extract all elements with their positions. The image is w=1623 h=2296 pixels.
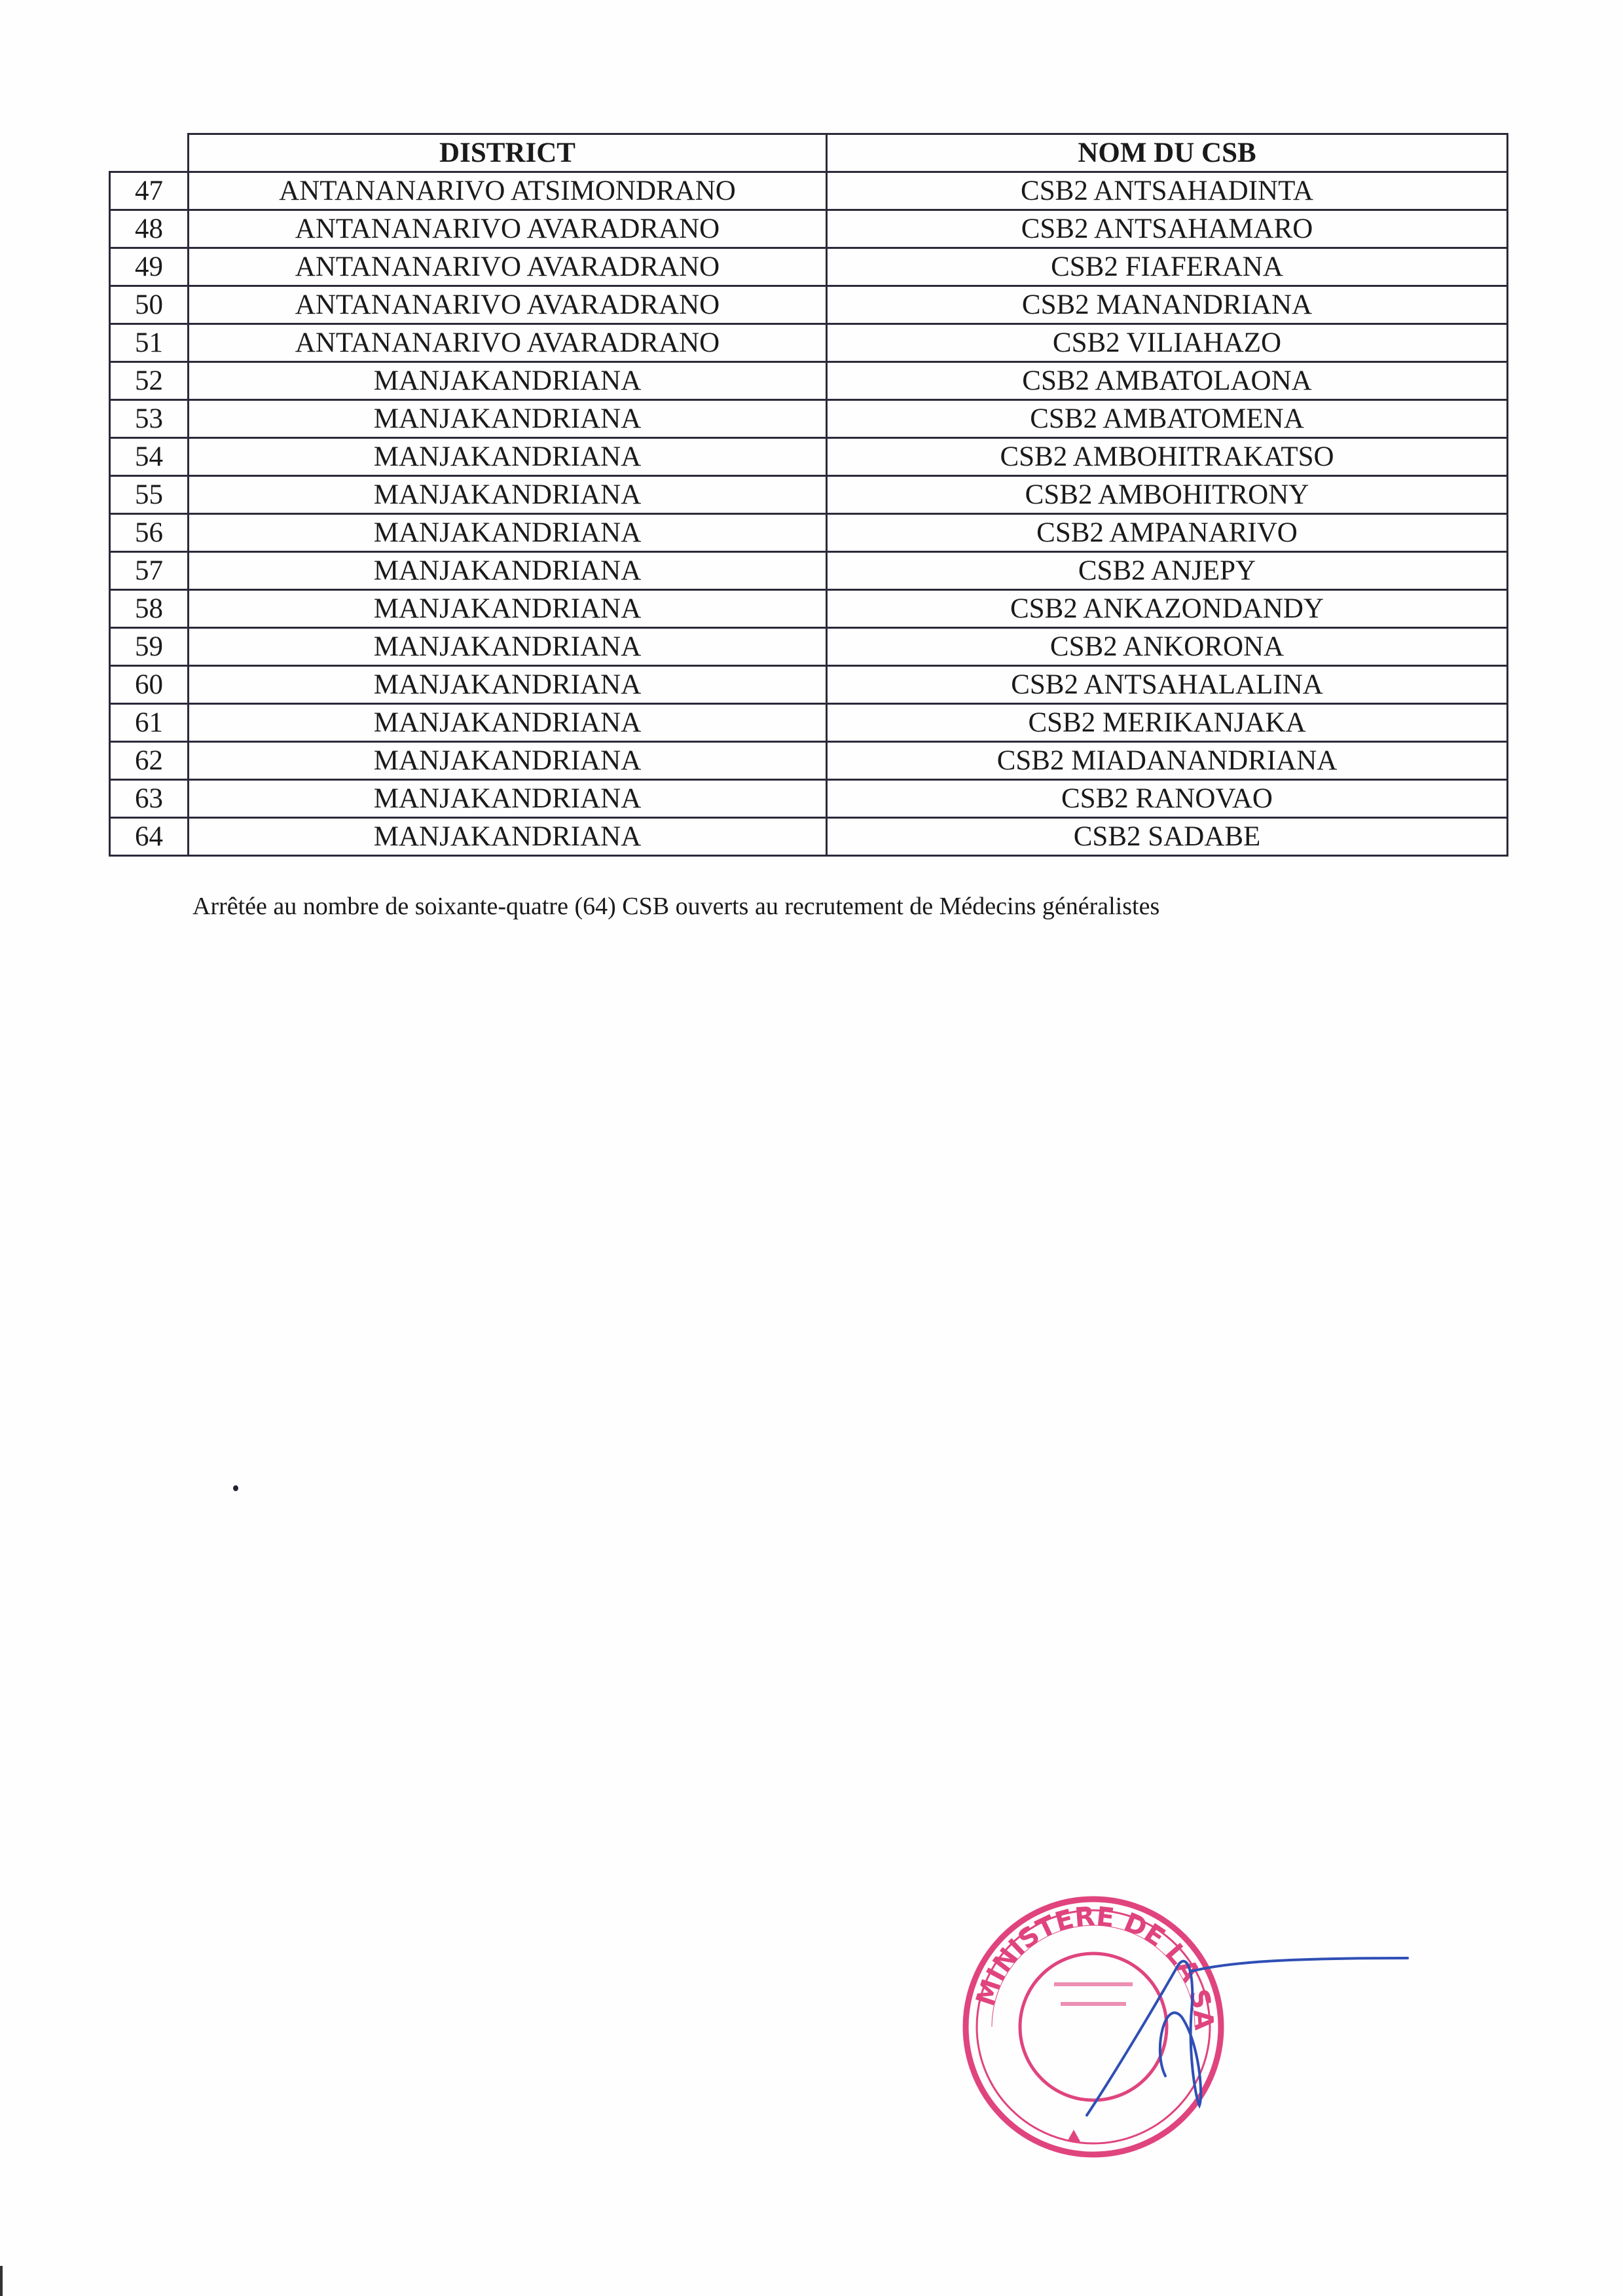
row-number: 51 [110,324,189,362]
table-row [110,172,1508,210]
district-cell: MANJAKANDRIANA [189,742,827,780]
table-row [110,210,1508,248]
csb-table [109,133,1508,857]
row-number: 49 [110,248,189,286]
row-number: 59 [110,628,189,666]
district-cell: ANTANANARIVO AVARADRANO [189,248,827,286]
csb-name-cell: CSB2 AMBATOLAONA [827,362,1508,400]
table-row [110,286,1508,324]
table-row [110,780,1508,818]
district-cell: MANJAKANDRIANA [189,514,827,552]
district-cell: MANJAKANDRIANA [189,590,827,628]
district-cell: MANJAKANDRIANA [189,628,827,666]
district-cell: MANJAKANDRIANA [189,400,827,438]
csb-name-cell: CSB2 MANANDRIANA [827,286,1508,324]
csb-name-cell: CSB2 SADABE [827,818,1508,856]
table-row [110,400,1508,438]
district-cell: MANJAKANDRIANA [189,704,827,742]
table-row [110,666,1508,704]
official-stamp-and-signature [956,1879,1427,2174]
district-cell: MANJAKANDRIANA [189,780,827,818]
csb-name-cell: CSB2 AMBATOMENA [827,400,1508,438]
row-number: 63 [110,780,189,818]
scan-speck [233,1485,238,1491]
row-number: 54 [110,438,189,476]
table-row [110,324,1508,362]
stamp-icon [956,1879,1427,2174]
csb-name-cell: CSB2 AMPANARIVO [827,514,1508,552]
table-row [110,742,1508,780]
row-number: 58 [110,590,189,628]
scan-edge-mark [0,2266,3,2296]
csb-name-cell: CSB2 FIAFERANA [827,248,1508,286]
row-number: 57 [110,552,189,590]
table-row [110,248,1508,286]
footnote: Arrêtée au nombre de soixante-quatre (64) CSB ouverts au recrutement de Médecins généralistes [192,893,1160,920]
csb-name-cell: CSB2 VILIAHAZO [827,324,1508,362]
csb-name-cell: CSB2 ANTSAHADINTA [827,172,1508,210]
csb-name-cell: CSB2 MERIKANJAKA [827,704,1508,742]
header-district: DISTRICT [189,134,827,172]
row-number: 64 [110,818,189,856]
district-cell: ANTANANARIVO ATSIMONDRANO [189,172,827,210]
csb-name-cell: CSB2 ANTSAHAMARO [827,210,1508,248]
row-number: 62 [110,742,189,780]
table-row [110,818,1508,856]
district-cell: MANJAKANDRIANA [189,476,827,514]
table-row [110,514,1508,552]
csb-name-cell: CSB2 ANKAZONDANDY [827,590,1508,628]
row-number: 47 [110,172,189,210]
row-number: 61 [110,704,189,742]
table-header-row [110,134,1508,172]
csb-name-cell: CSB2 ANJEPY [827,552,1508,590]
row-number: 48 [110,210,189,248]
row-number: 60 [110,666,189,704]
header-csb-name: NOM DU CSB [827,134,1508,172]
row-number: 53 [110,400,189,438]
district-cell: MANJAKANDRIANA [189,362,827,400]
table-row [110,362,1508,400]
header-number [110,134,189,172]
district-cell: MANJAKANDRIANA [189,666,827,704]
stamp-lettering: MINISTERE DE LA SA [970,1901,1219,2031]
csb-name-cell: CSB2 MIADANANDRIANA [827,742,1508,780]
district-cell: ANTANANARIVO AVARADRANO [189,286,827,324]
row-number: 55 [110,476,189,514]
table-row [110,704,1508,742]
csb-name-cell: CSB2 AMBOHITRAKATSO [827,438,1508,476]
row-number: 56 [110,514,189,552]
table-row [110,476,1508,514]
district-cell: MANJAKANDRIANA [189,818,827,856]
table-row [110,438,1508,476]
district-cell: ANTANANARIVO AVARADRANO [189,324,827,362]
csb-name-cell: CSB2 AMBOHITRONY [827,476,1508,514]
district-cell: MANJAKANDRIANA [189,552,827,590]
district-cell: MANJAKANDRIANA [189,438,827,476]
csb-name-cell: CSB2 RANOVAO [827,780,1508,818]
table-row [110,628,1508,666]
table-row [110,590,1508,628]
csb-name-cell: CSB2 ANKORONA [827,628,1508,666]
row-number: 50 [110,286,189,324]
csb-name-cell: CSB2 ANTSAHALALINA [827,666,1508,704]
district-cell: ANTANANARIVO AVARADRANO [189,210,827,248]
table-row [110,552,1508,590]
row-number: 52 [110,362,189,400]
